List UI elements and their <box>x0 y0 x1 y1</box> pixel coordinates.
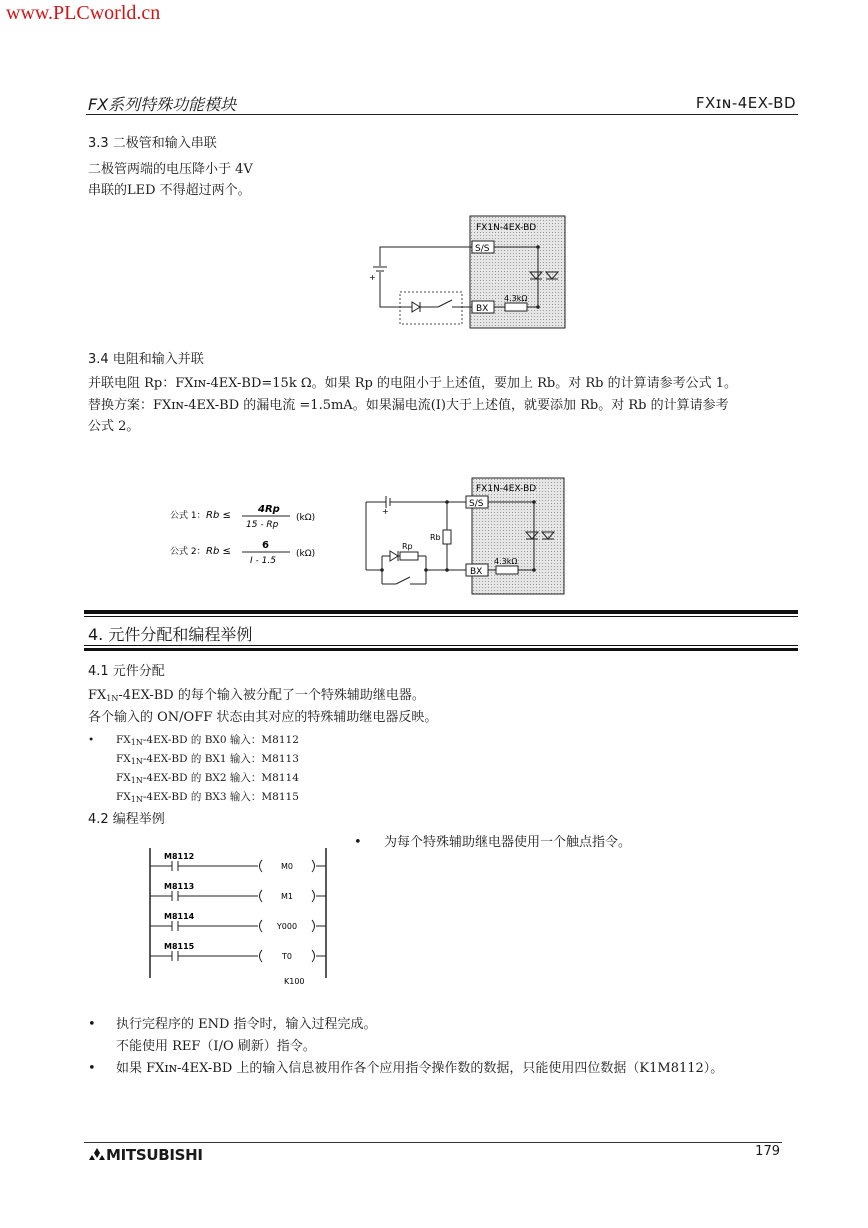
bx-label: BX <box>476 304 489 314</box>
page-number: 179 <box>755 1144 780 1159</box>
section-4-1-line2: 各个输入的 ON/OFF 状态由其对应的特殊辅助继电器反映。 <box>88 710 438 725</box>
list-item: $FX_{1N}-4EX-BD$ 的 BX0 输入：M8112 <box>116 734 299 747</box>
formula1-den: 15 - Rp <box>246 520 279 530</box>
coil-right <box>312 920 315 932</box>
header-series-title: FX系列特殊功能模块 <box>88 95 237 114</box>
formula2-den: I - 1.5 <box>250 556 276 566</box>
formula2-lhs: Rb ≤ <box>206 546 231 557</box>
internal-resistor <box>496 566 518 574</box>
coil-left <box>260 860 263 872</box>
rb-label: Rb <box>430 533 441 542</box>
section-3-3-line2: 串联的LED 不得超过两个。 <box>88 183 251 198</box>
section4-bottom-rule-thin <box>84 645 798 646</box>
section-3-4-line1: 并联电阻 Rp：FXɪɴ-4EX-BD=15k Ω。如果 Rp 的电阻小于上述值，要加上 Rb。对 Rb 的计算请参考公式 1。 <box>88 376 738 391</box>
section-3-3-title: 3.3 二极管和输入串联 <box>88 136 217 151</box>
list-item: $FX_{1N}-4EX-BD$ 的 BX2 输入：M8114 <box>116 772 299 785</box>
section-3-3-line1: 二极管两端的电压降小于 4V <box>88 162 253 177</box>
coil-left <box>260 920 263 932</box>
section-3-4-line2: 替换方案：FXɪɴ-4EX-BD 的漏电流 =1.5mA。如果漏电流(I)大于上述值，就要添加 Rb。对 Rb 的计算请参考 <box>88 398 729 413</box>
note-2: 如果 FXɪɴ-4EX-BD 上的输入信息被用作各个应用指令操作数的数据，只能使用四位数据（K1M8112）。 <box>116 1061 724 1076</box>
coil-label: Y000 <box>276 922 298 931</box>
ladder-rung <box>150 942 326 962</box>
internal-resistor-label: 4.3kΩ <box>494 557 518 566</box>
rp-label: Rp <box>402 542 413 551</box>
section-4-1-title: 4.1 元件分配 <box>88 664 165 679</box>
footer-rule <box>84 1142 782 1143</box>
header-rule <box>86 114 798 115</box>
formulas <box>170 496 340 572</box>
contact-label: M8112 <box>164 852 195 861</box>
list-item: $FX_{1N}-4EX-BD$ 的 BX3 输入：M8115 <box>116 791 299 804</box>
formula1-lhs: Rb ≤ <box>206 510 231 521</box>
contact-label: M8113 <box>164 882 195 891</box>
resistor <box>505 303 527 311</box>
coil-label: M0 <box>281 862 293 871</box>
bullet: • <box>88 1061 96 1076</box>
ladder-diagram <box>146 846 346 988</box>
module-label: FX1N-4EX-BD <box>476 223 537 233</box>
section-3-4-title: 3.4 电阻和输入并联 <box>88 352 204 367</box>
resistor-label: 4.3kΩ <box>504 294 528 303</box>
module-label: FX1N-4EX-BD <box>476 484 537 494</box>
led-dashed-box <box>400 292 462 324</box>
coil-label: M1 <box>281 892 293 901</box>
diode-series-diagram <box>360 214 570 332</box>
bullet: • <box>354 835 362 850</box>
fig1-plus: + <box>369 273 376 282</box>
coil-label: T0 <box>282 952 292 961</box>
contact-label: M8114 <box>164 912 195 921</box>
mitsubishi-logo: MITSUBISHI <box>88 1146 203 1164</box>
timer-constant: K100 <box>284 977 305 986</box>
section4-top-rule <box>84 610 798 614</box>
section4-top-rule-thin <box>84 616 798 617</box>
coil-right <box>312 890 315 902</box>
ladder-rung <box>150 852 326 872</box>
resistor-parallel-diagram <box>362 476 568 598</box>
formula2-num: 6 <box>262 540 269 551</box>
note-1: 执行完程序的 END 指令时，输入过程完成。 <box>116 1017 377 1032</box>
three-diamonds-icon <box>88 1148 106 1162</box>
bullet: • <box>88 1017 96 1032</box>
section-4-2-title: 4.2 编程举例 <box>88 812 165 827</box>
formula1-unit: (kΩ) <box>296 513 316 523</box>
rp-resistor <box>400 552 418 560</box>
formula2-label: 公式 2： <box>170 547 206 557</box>
bx-label: BX <box>470 567 483 577</box>
note-1b: 不能使用 REF（I/O 刷新）指令。 <box>116 1039 316 1054</box>
ss-label: S/S <box>475 244 490 254</box>
ladder-rung <box>150 882 326 902</box>
rb-resistor <box>443 530 451 544</box>
section-4-title: 4. 元件分配和编程举例 <box>88 625 253 644</box>
section-4-2-note: 为每个特殊辅助继电器使用一个触点指令。 <box>384 835 632 850</box>
formula1-label: 公式 1： <box>170 511 206 521</box>
list-item: $FX_{1N}-4EX-BD$ 的 BX1 输入：M8113 <box>116 753 299 766</box>
section4-bottom-rule <box>84 648 798 651</box>
section-4-1-line1: $FX_{1N}-4EX-BD$ 的每个输入被分配了一个特殊辅助继电器。 <box>88 688 425 703</box>
ladder-rung <box>150 912 326 932</box>
header-model: FXɪɴ-4EX-BD <box>695 94 796 112</box>
coil-right <box>312 860 315 872</box>
contact-label: M8115 <box>164 942 195 951</box>
bullet: • <box>88 734 95 746</box>
coil-left <box>260 950 263 962</box>
section-3-4-line3: 公式 2。 <box>88 419 140 434</box>
fig2-plus: + <box>382 507 389 516</box>
coil-right <box>312 950 315 962</box>
coil-left <box>260 890 263 902</box>
formula2-unit: (kΩ) <box>296 549 316 559</box>
formula1-num: 4Rp <box>258 504 280 515</box>
ss-label: S/S <box>469 499 484 509</box>
watermark-url[interactable]: www.PLCworld.cn <box>6 2 161 24</box>
assignment-list <box>116 732 299 808</box>
